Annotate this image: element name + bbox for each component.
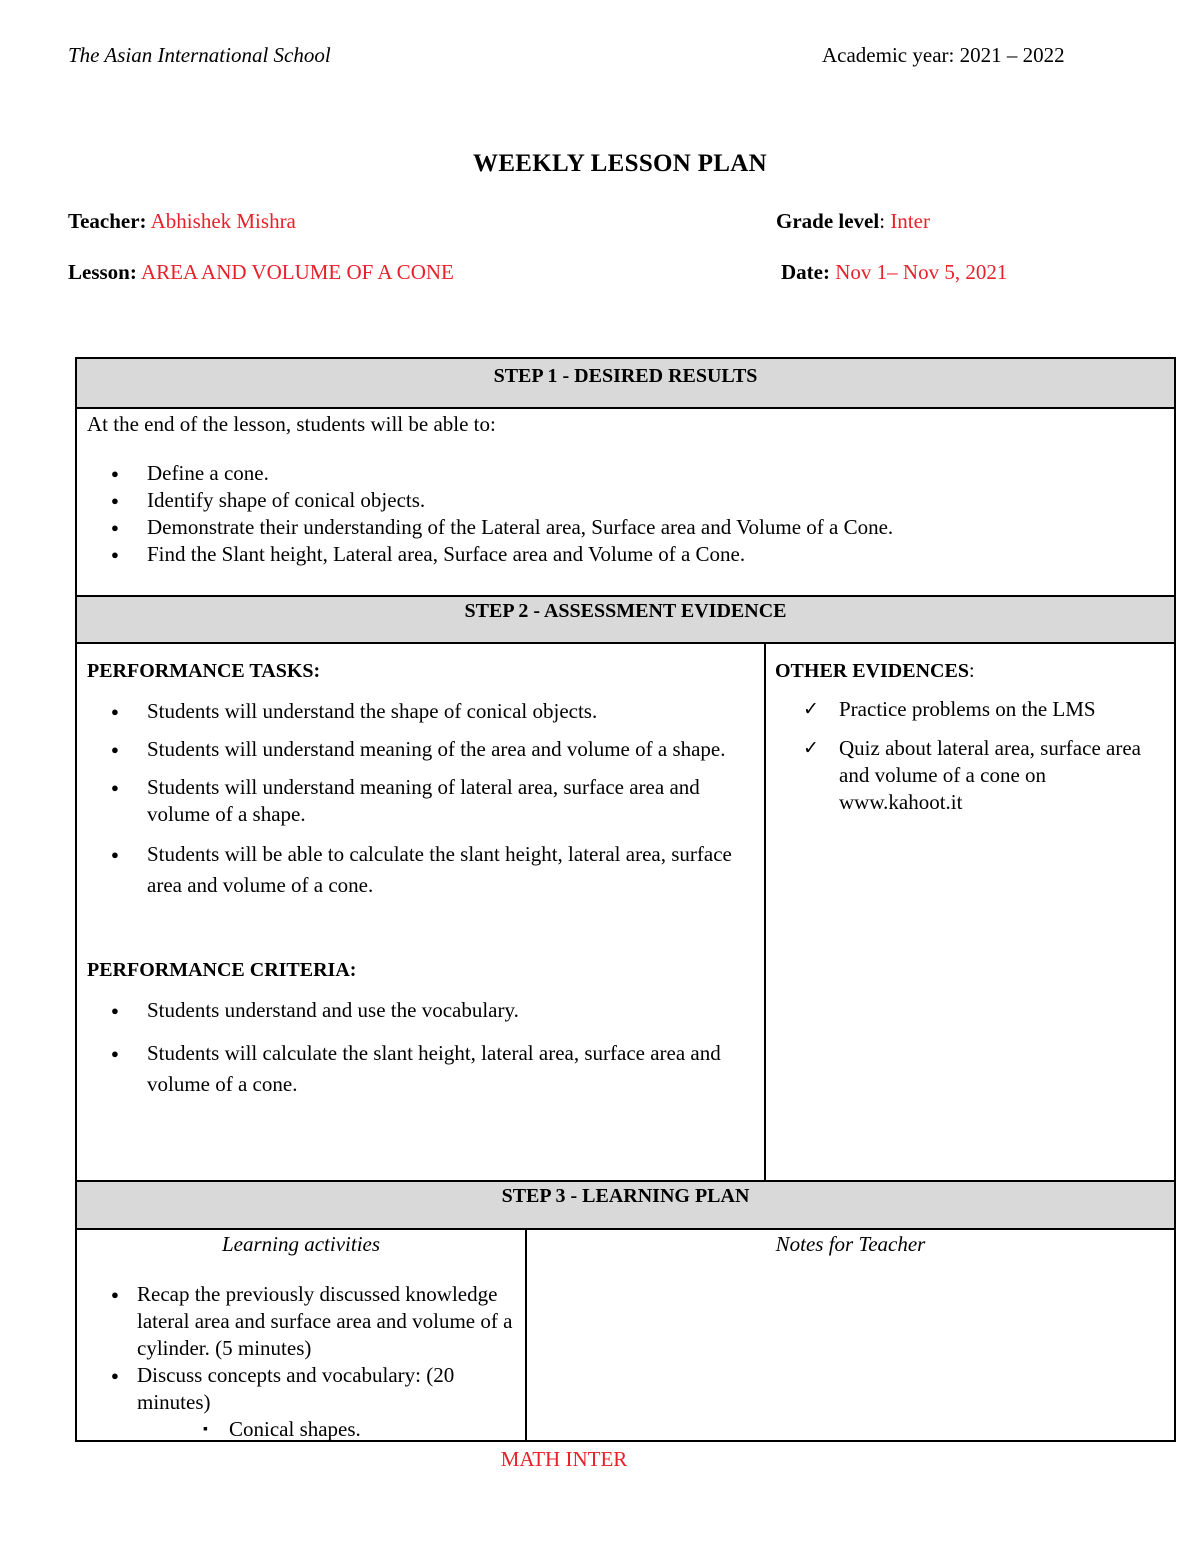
learning-activities-cell <box>77 1231 525 1443</box>
step3-title: STEP 3 - LEARNING PLAN <box>501 1185 750 1207</box>
grade-colon: : <box>879 209 886 233</box>
column-divider <box>525 1229 527 1442</box>
teacher-label: Teacher: <box>68 209 147 233</box>
column-divider <box>764 643 766 1181</box>
learning-subactivities-list <box>169 1416 525 1443</box>
teacher-value: Abhishek Mishra <box>150 209 296 233</box>
other-evidences-heading <box>775 658 1165 684</box>
grade-label: Grade level <box>776 209 880 233</box>
divider <box>77 1228 1174 1230</box>
other-evidences-label: OTHER EVIDENCES <box>775 660 969 682</box>
date-label: Date: <box>781 260 830 284</box>
lesson-value: AREA AND VOLUME OF A CONE <box>140 260 454 284</box>
divider <box>77 407 1174 409</box>
list-item: ✓ Quiz about lateral area, surface area and volume of a cone on www.kahoot.it <box>769 735 1165 816</box>
list-item: ● Students will understand meaning of the area and volume of a shape. <box>77 736 752 763</box>
list-item: ● Find the Slant height, Lateral area, Surface area and Volume of a Cone. <box>77 541 1164 568</box>
other-evidences-colon: : <box>968 660 975 682</box>
lesson-plan-table <box>75 357 1176 1442</box>
list-item: ● Students will understand meaning of lateral area, surface area and volume of a shape. <box>77 774 752 828</box>
step1-intro: At the end of the lesson, students will be able to: <box>87 412 496 436</box>
learning-activities-list <box>77 1281 517 1416</box>
step1-list <box>77 460 1164 568</box>
date-value: Nov 1– Nov 5, 2021 <box>835 260 1008 284</box>
lesson-label: Lesson: <box>68 260 137 284</box>
step1-content <box>87 411 1164 568</box>
list-item: ● Recap the previously discussed knowledge lateral area and surface area and volume of a cylinder. (5 minutes) <box>77 1281 517 1362</box>
performance-tasks-list <box>77 698 752 901</box>
performance-criteria-list <box>77 997 752 1100</box>
list-item: ● Students will understand the shape of conical objects. <box>77 698 752 725</box>
academic-year: Academic year: 2021 – 2022 <box>822 43 1065 67</box>
lesson-line <box>68 260 454 285</box>
notes-for-teacher-heading: Notes for Teacher <box>775 1232 926 1256</box>
learning-activities-heading: Learning activities <box>221 1232 381 1256</box>
step1-title: STEP 1 - DESIRED RESULTS <box>493 365 758 387</box>
performance-tasks-cell <box>87 658 752 1100</box>
list-item: ● Demonstrate their understanding of the Lateral area, Surface area and Volume of a Cone. <box>77 514 1164 541</box>
list-item: ● Students will be able to calculate the slant height, lateral area, surface area and volume of a cone. <box>77 839 752 901</box>
list-item: ● Discuss concepts and vocabulary: (20 minutes) <box>77 1362 517 1416</box>
list-item: ● Students will calculate the slant height, lateral area, surface area and volume of a cone. <box>77 1038 752 1100</box>
divider <box>77 642 1174 644</box>
list-item: ✓ Practice problems on the LMS <box>769 696 1165 723</box>
grade-line <box>776 209 930 234</box>
other-evidences-list <box>769 696 1165 816</box>
list-item: ● Define a cone. <box>77 460 1164 487</box>
footer-label: MATH INTER <box>500 1447 628 1471</box>
page-title: WEEKLY LESSON PLAN <box>473 150 767 177</box>
date-line <box>781 260 1007 285</box>
teacher-line <box>68 209 296 234</box>
performance-criteria-label: PERFORMANCE CRITERIA: <box>87 959 357 981</box>
list-item: ● Students understand and use the vocabulary. <box>77 997 752 1024</box>
step2-title: STEP 2 - ASSESSMENT EVIDENCE <box>464 600 787 622</box>
list-item: ▪ Conical shapes. <box>169 1416 525 1443</box>
list-item: ● Identify shape of conical objects. <box>77 487 1164 514</box>
school-name: The Asian International School <box>68 43 331 67</box>
performance-tasks-label: PERFORMANCE TASKS: <box>87 660 321 682</box>
grade-value: Inter <box>890 209 930 233</box>
other-evidences-cell <box>775 658 1165 816</box>
